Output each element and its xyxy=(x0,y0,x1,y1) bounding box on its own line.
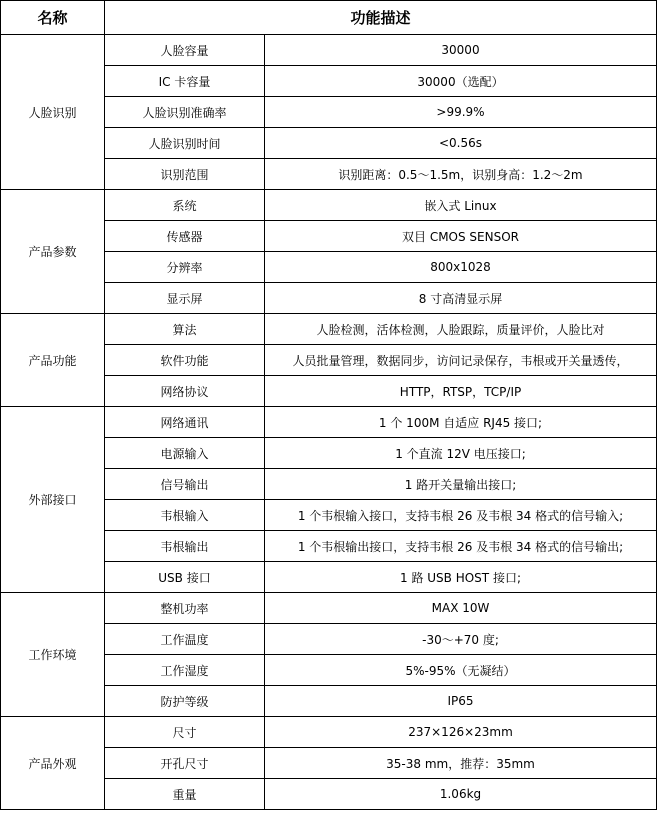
category-cell: 外部接口 xyxy=(1,407,105,593)
item-cell: 识别范围 xyxy=(105,159,265,190)
item-cell: 重量 xyxy=(105,779,265,810)
item-cell: 传感器 xyxy=(105,221,265,252)
item-cell: 分辨率 xyxy=(105,252,265,283)
item-cell: 韦根输入 xyxy=(105,500,265,531)
value-cell: -30～+70 度; xyxy=(265,624,657,655)
item-cell: IC 卡容量 xyxy=(105,66,265,97)
item-cell: 人脸容量 xyxy=(105,35,265,66)
item-cell: USB 接口 xyxy=(105,562,265,593)
value-cell: 8 寸高清显示屏 xyxy=(265,283,657,314)
item-cell: 软件功能 xyxy=(105,345,265,376)
value-cell: 1 个韦根输入接口，支持韦根 26 及韦根 34 格式的信号输入; xyxy=(265,500,657,531)
value-cell: 人员批量管理，数据同步，访问记录保存，韦根或开关量透传， xyxy=(265,345,657,376)
value-cell: 30000 xyxy=(265,35,657,66)
header-description: 功能描述 xyxy=(105,1,657,35)
category-cell: 产品功能 xyxy=(1,314,105,407)
item-cell: 电源输入 xyxy=(105,438,265,469)
value-cell: 1 路 USB HOST 接口; xyxy=(265,562,657,593)
item-cell: 工作温度 xyxy=(105,624,265,655)
value-cell: 800x1028 xyxy=(265,252,657,283)
value-cell: 1 个直流 12V 电压接口; xyxy=(265,438,657,469)
value-cell: 237×126×23mm xyxy=(265,717,657,748)
item-cell: 人脸识别准确率 xyxy=(105,97,265,128)
value-cell: 1.06kg xyxy=(265,779,657,810)
category-cell: 产品外观 xyxy=(1,717,105,810)
header-name: 名称 xyxy=(1,1,105,35)
item-cell: 韦根输出 xyxy=(105,531,265,562)
item-cell: 算法 xyxy=(105,314,265,345)
item-cell: 人脸识别时间 xyxy=(105,128,265,159)
category-cell: 工作环境 xyxy=(1,593,105,717)
category-cell: 产品参数 xyxy=(1,190,105,314)
value-cell: 识别距离：0.5～1.5m，识别身高：1.2～2m xyxy=(265,159,657,190)
value-cell: IP65 xyxy=(265,686,657,717)
item-cell: 开孔尺寸 xyxy=(105,748,265,779)
value-cell: 双目 CMOS SENSOR xyxy=(265,221,657,252)
value-cell: 嵌入式 Linux xyxy=(265,190,657,221)
value-cell: HTTP，RTSP，TCP/IP xyxy=(265,376,657,407)
value-cell: 1 个 100M 自适应 RJ45 接口; xyxy=(265,407,657,438)
value-cell: <0.56s xyxy=(265,128,657,159)
item-cell: 网络通讯 xyxy=(105,407,265,438)
value-cell: 35-38 mm，推荐：35mm xyxy=(265,748,657,779)
item-cell: 显示屏 xyxy=(105,283,265,314)
table-row xyxy=(1,593,657,624)
table-row xyxy=(1,717,657,748)
table-row xyxy=(1,190,657,221)
item-cell: 防护等级 xyxy=(105,686,265,717)
value-cell: 1 路开关量输出接口; xyxy=(265,469,657,500)
table-row xyxy=(1,35,657,66)
value-cell: 30000（选配） xyxy=(265,66,657,97)
table-row xyxy=(1,314,657,345)
item-cell: 网络协议 xyxy=(105,376,265,407)
value-cell: >99.9% xyxy=(265,97,657,128)
header-row xyxy=(1,1,657,35)
value-cell: 1 个韦根输出接口，支持韦根 26 及韦根 34 格式的信号输出; xyxy=(265,531,657,562)
category-cell: 人脸识别 xyxy=(1,35,105,190)
value-cell: MAX 10W xyxy=(265,593,657,624)
item-cell: 信号输出 xyxy=(105,469,265,500)
value-cell: 人脸检测，活体检测，人脸跟踪，质量评价，人脸比对 xyxy=(265,314,657,345)
table-row xyxy=(1,407,657,438)
item-cell: 工作湿度 xyxy=(105,655,265,686)
item-cell: 整机功率 xyxy=(105,593,265,624)
value-cell: 5%-95%（无凝结） xyxy=(265,655,657,686)
item-cell: 尺寸 xyxy=(105,717,265,748)
item-cell: 系统 xyxy=(105,190,265,221)
spec-body xyxy=(1,35,657,810)
